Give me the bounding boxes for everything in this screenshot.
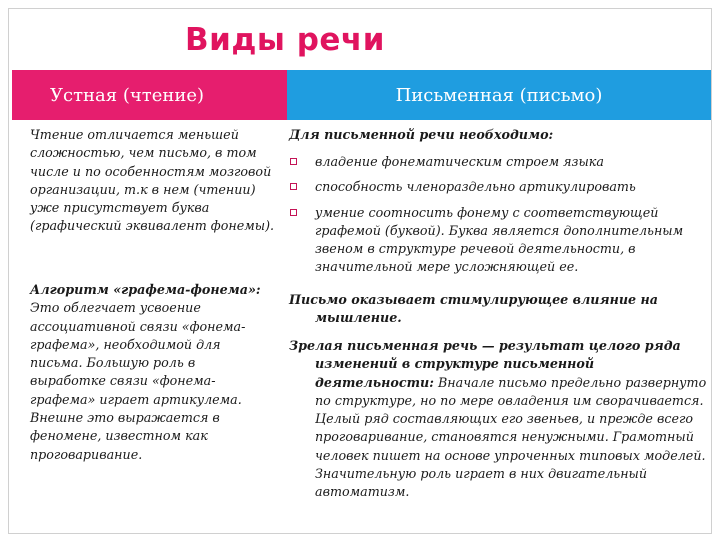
written-paragraph-1 — [289, 291, 709, 328]
mature-speech-text: Вначале письмо предельно развернуто по структуре, но по мере овладения им сворачивается. Целый ряд составляющих его звеньев, и прежде всего проговаривание, становятся ненужными. Грамотный человек пишет на основе упроченных типовых моделей. Значительную роль играет в них двигательный автоматизм. — [315, 374, 707, 500]
slide-title: Виды речи — [185, 22, 385, 58]
list-item-text: умение соотносить фонему с соответствующей графемой (буквой). Буква является дополнительным звеном в структуре речевой деятельности, в значительной мере усложняющей ее. — [315, 204, 684, 275]
oral-paragraph-2 — [30, 281, 275, 464]
mature-speech-line-1: Зрелая письменная речь — результат целого ряда — [289, 338, 681, 353]
requirements-list — [289, 153, 709, 284]
square-bullet-icon — [290, 209, 297, 216]
square-bullet-icon — [290, 158, 297, 165]
algorithm-text: Это облегчает усвоение ассоциативной связи «фонема-графема», необходимой для письма. Большую роль в выработке связи «фонема-графема» играет артикулема. Внешне это выражается в феномене, известном как проговаривание. — [30, 300, 246, 462]
list-item — [289, 178, 709, 196]
oral-paragraph-1: Чтение отличается меньшей сложностью, чем письмо, в том числе и по особенностям мозговой организации, т.к в нем (чтении) уже присутствует буква (графический эквивалент фонемы). — [30, 127, 275, 234]
header-oral: Устная (чтение) — [12, 70, 287, 120]
mature-speech-bold: изменений в структуре письменной деятельности: — [315, 356, 595, 390]
mature-speech-body — [289, 355, 709, 501]
list-item-text: способность членораздельно артикулировать — [315, 179, 636, 195]
list-item-text: владение фонематическим строем языка — [315, 154, 604, 169]
written-intro: Для письменной речи необходимо: — [289, 127, 554, 142]
stimulus-line-2: мышление. — [315, 310, 402, 326]
list-item — [289, 153, 709, 171]
square-bullet-icon — [290, 183, 297, 190]
list-item — [289, 204, 709, 277]
stimulus-line-1: Письмо оказывает стимулирующее влияние на — [289, 292, 659, 307]
header-written: Письменная (письмо) — [287, 70, 711, 120]
written-paragraph-2 — [289, 337, 709, 502]
algorithm-heading: Алгоритм «графема-фонема»: — [30, 282, 261, 297]
